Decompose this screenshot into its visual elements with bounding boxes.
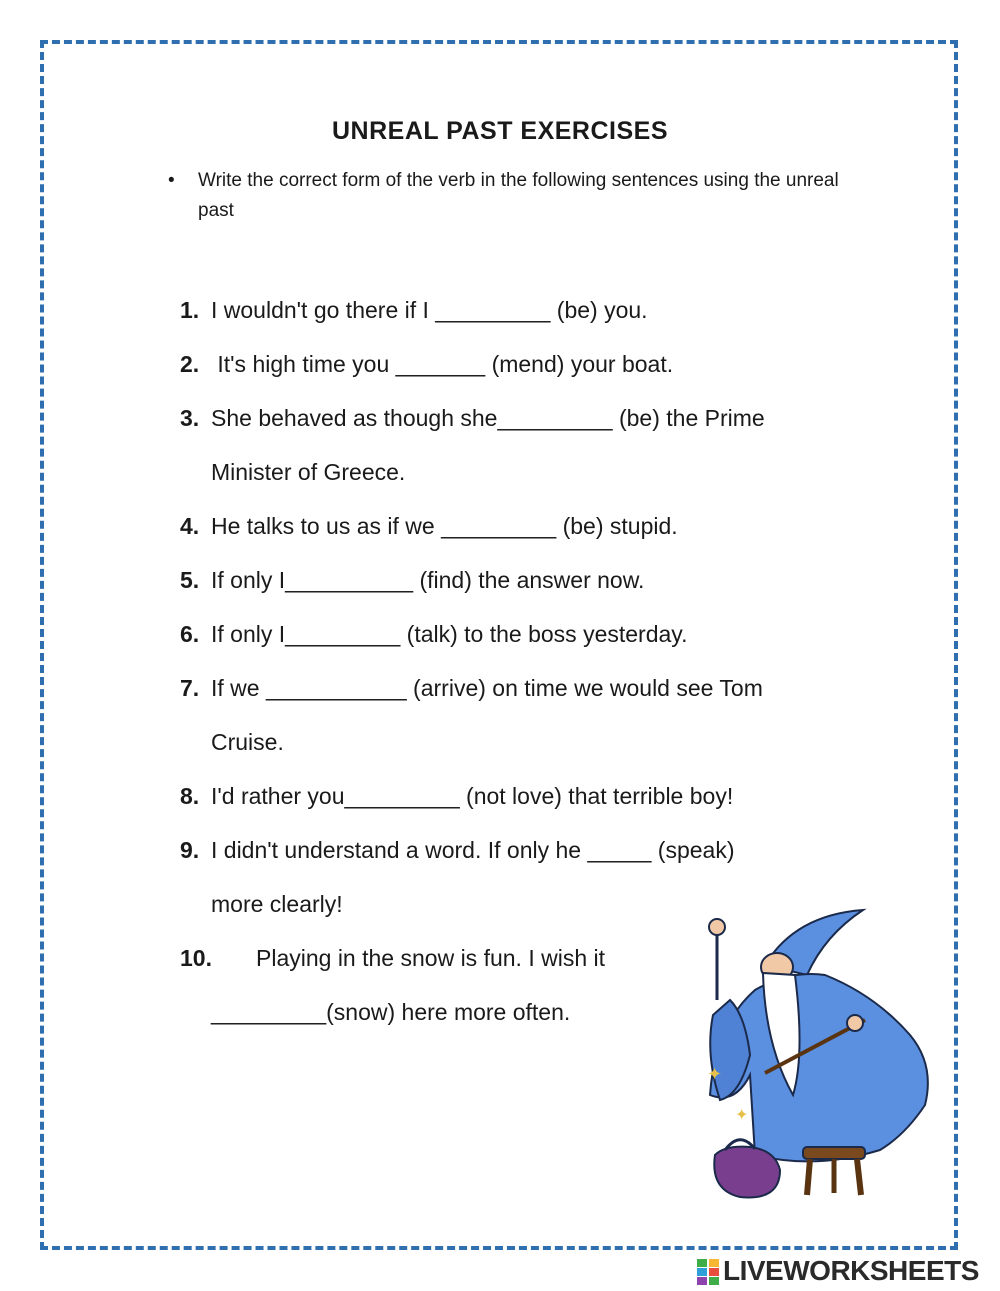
instructions [168,166,868,226]
item-line: Playing in the snow is fun. I wish it [256,945,605,971]
liveworksheets-logo [697,1253,997,1289]
item-number: 8. [180,783,200,809]
exercise-item-6 [180,607,880,661]
exercise-item-1 [180,283,880,337]
exercise-item-3 [180,391,880,499]
item-line: He talks to us as if we _________ (be) stupid. [211,513,678,539]
item-line: Cruise. [211,729,284,755]
exercise-item-4 [180,499,880,553]
exercise-item-8 [180,769,880,823]
item-line: If only I__________ (find) the answer now. [211,567,645,593]
item-number: 2. [180,351,200,377]
item-line: more clearly! [211,891,343,917]
item-line: She behaved as though she_________ (be) the Prime [211,405,765,431]
liveworksheets-logo-icon [697,1259,719,1285]
wizard-illustration [695,905,940,1205]
exercise-item-2 [180,337,880,391]
item-line: It's high time you _______ (mend) your boat. [211,351,674,377]
item-line: I'd rather you_________ (not love) that terrible boy! [211,783,734,809]
logo-text: LIVEWORKSHEETS [723,1255,979,1286]
item-number: 4. [180,513,200,539]
item-number: 10. [180,945,212,971]
page-title: UNREAL PAST EXERCISES [331,117,669,145]
instruction-text: Write the correct form of the verb in the following sentences using the unreal past [198,170,839,221]
item-number: 1. [180,297,200,323]
item-number: 3. [180,405,200,431]
item-number: 7. [180,675,200,701]
bullet-icon: • [168,170,175,191]
item-number: 9. [180,837,200,863]
item-line: I didn't understand a word. If only he _____ (speak) [211,837,735,863]
item-line: If only I_________ (talk) to the boss yesterday. [211,621,688,647]
item-line: Minister of Greece. [211,459,406,485]
svg-text:✦: ✦ [735,1105,749,1124]
item-line: _________(snow) here more often. [211,999,571,1025]
exercise-item-7 [180,661,880,769]
item-line: If we ___________ (arrive) on time we would see Tom [211,675,763,701]
exercise-item-5 [180,553,880,607]
item-number: 6. [180,621,200,647]
item-number: 5. [180,567,200,593]
svg-text:✦: ✦ [707,1064,723,1085]
item-line: I wouldn't go there if I _________ (be) you. [211,297,648,323]
